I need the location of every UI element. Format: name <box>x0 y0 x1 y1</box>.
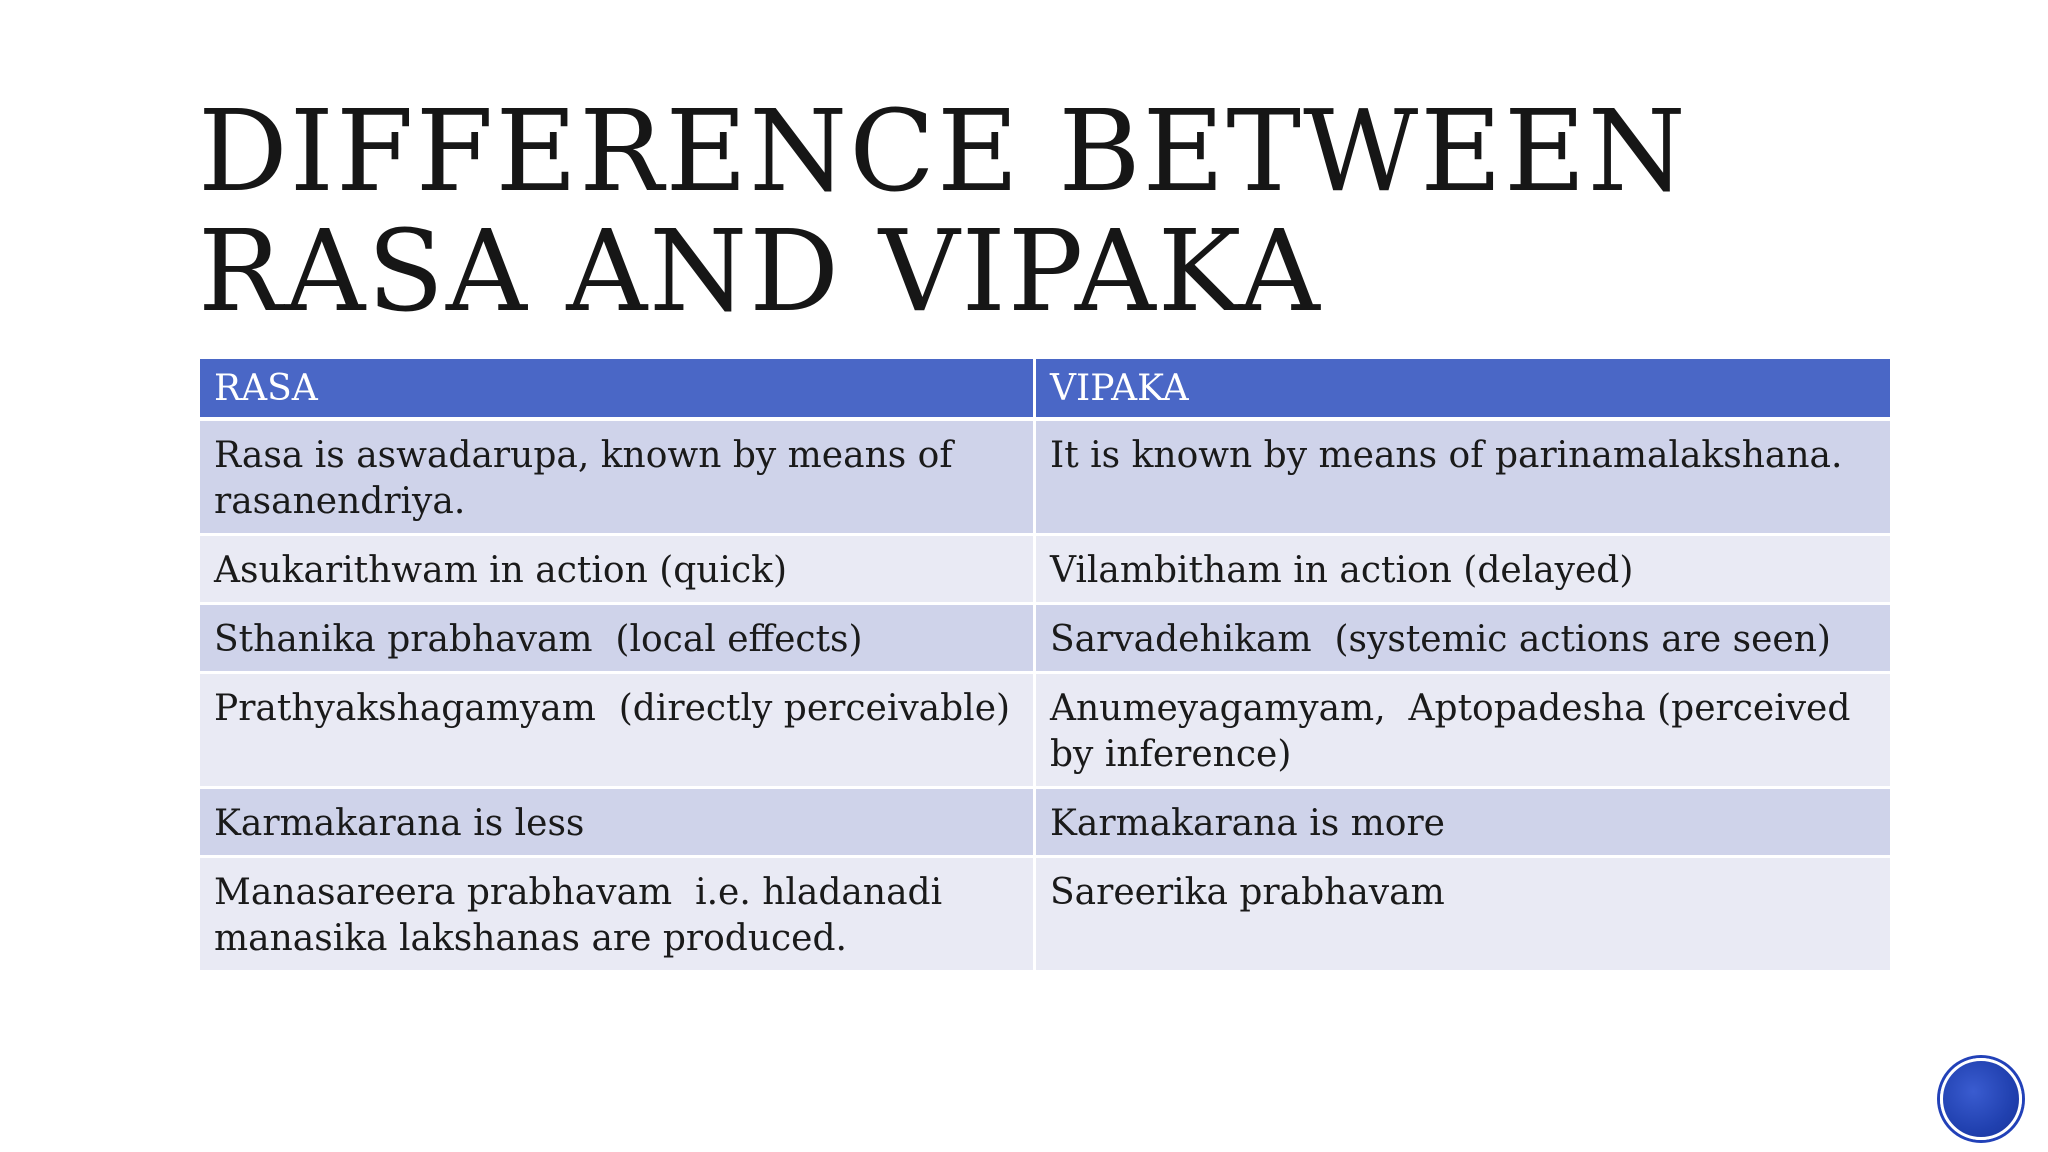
circle-nav-icon[interactable] <box>1940 1058 2022 1140</box>
comparison-table <box>200 359 1890 973</box>
cell-vipaka: Anumeyagamyam, Aptopadesha (perceived by inference) <box>1036 674 1890 789</box>
cell-vipaka: Sarvadehikam (systemic actions are seen) <box>1036 605 1890 674</box>
table-row <box>200 858 1890 973</box>
table-row <box>200 421 1890 536</box>
cell-vipaka: Vilambitham in action (delayed) <box>1036 536 1890 605</box>
slide-title <box>198 87 1688 337</box>
cell-vipaka: It is known by means of parinamalakshana. <box>1036 421 1890 536</box>
table-row <box>200 674 1890 789</box>
title-line-2: RASA AND VIPAKA <box>198 207 1322 337</box>
cell-rasa: Asukarithwam in action (quick) <box>200 536 1036 605</box>
header-rasa: RASA <box>200 359 1036 421</box>
cell-rasa: Sthanika prabhavam (local effects) <box>200 605 1036 674</box>
table-row <box>200 605 1890 674</box>
cell-vipaka: Karmakarana is more <box>1036 789 1890 858</box>
title-line-1: DIFFERENCE BETWEEN <box>198 87 1688 217</box>
cell-rasa: Prathyakshagamyam (directly perceivable) <box>200 674 1036 789</box>
table-header-row <box>200 359 1890 421</box>
cell-rasa: Karmakarana is less <box>200 789 1036 858</box>
header-vipaka: VIPAKA <box>1036 359 1890 421</box>
cell-rasa: Rasa is aswadarupa, known by means of rasanendriya. <box>200 421 1036 536</box>
table-row <box>200 536 1890 605</box>
table-row <box>200 789 1890 858</box>
cell-rasa: Manasareera prabhavam i.e. hladanadi manasika lakshanas are produced. <box>200 858 1036 973</box>
cell-vipaka: Sareerika prabhavam <box>1036 858 1890 973</box>
